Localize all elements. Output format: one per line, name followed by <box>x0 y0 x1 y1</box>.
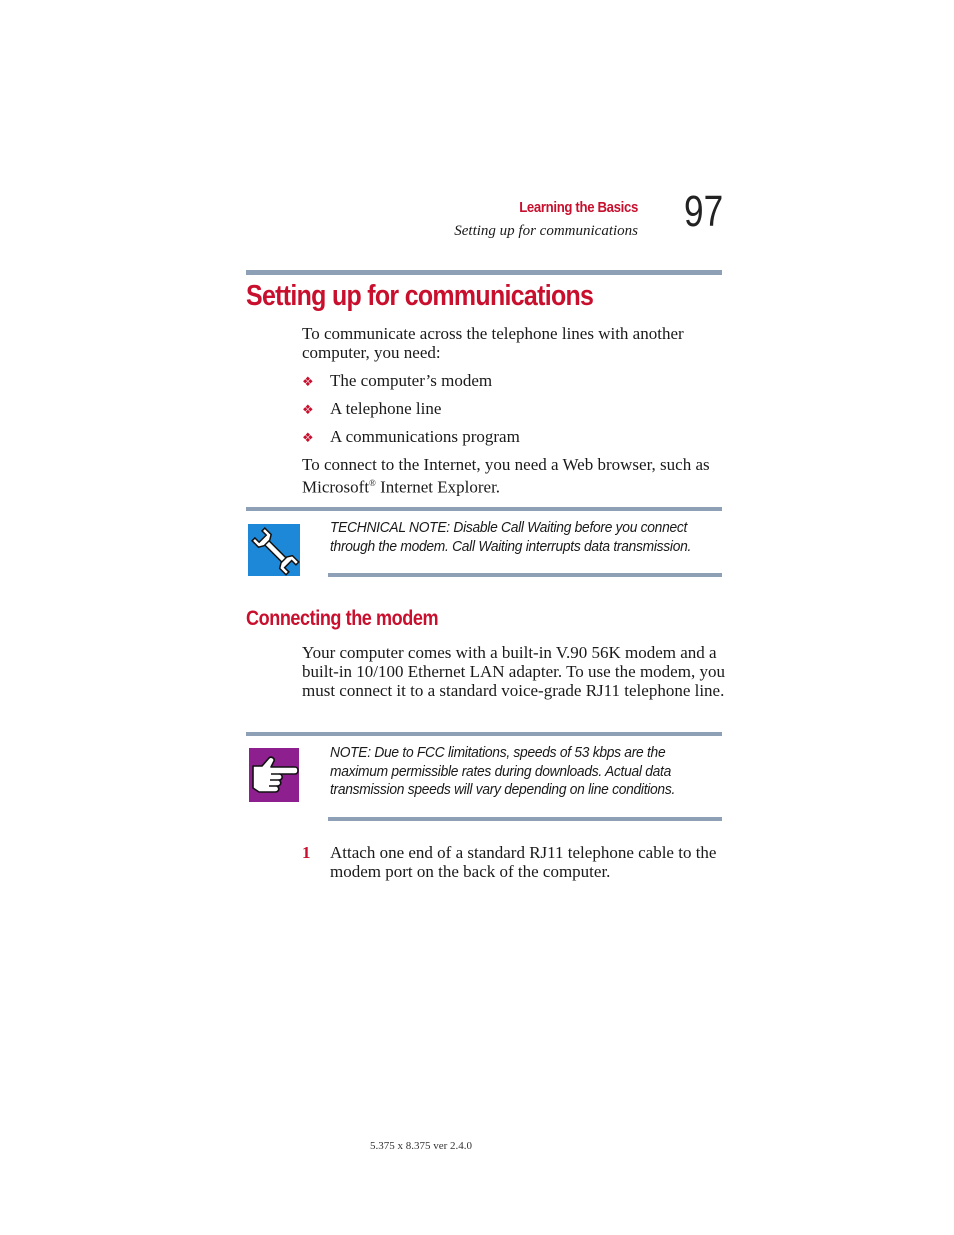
diamond-bullet-icon: ❖ <box>302 375 314 390</box>
note-top-rule <box>246 732 722 736</box>
list-item: ❖ A telephone line <box>302 399 442 418</box>
list-item: ❖ A communications program <box>302 427 520 446</box>
note-bottom-rule <box>328 573 722 577</box>
step-number: 1 <box>302 843 311 862</box>
wrench-icon <box>248 524 300 576</box>
internet-paragraph: To connect to the Internet, you need a Web browser, such as Microsoft® Internet Explorer. <box>302 455 710 497</box>
version-footer: 5.375 x 8.375 ver 2.4.0 <box>370 1140 473 1152</box>
page-number: 97 <box>684 187 724 236</box>
technical-note-text: TECHNICAL NOTE: Disable Call Waiting before you connect through the modem. Call Waiting interrupts data transmission. <box>330 519 692 555</box>
pointing-hand-icon <box>249 748 299 802</box>
step-text: Attach one end of a standard RJ11 telephone cable to the modem port on the back of the computer. <box>330 843 717 881</box>
running-header-section: Setting up for communications <box>454 223 638 239</box>
diamond-bullet-icon: ❖ <box>302 403 314 418</box>
section-heading: Connecting the modem <box>246 607 439 630</box>
diamond-bullet-icon: ❖ <box>302 431 314 446</box>
list-item: ❖ The computer’s modem <box>302 371 493 390</box>
note-top-rule <box>246 507 722 511</box>
fcc-note-text: NOTE: Due to FCC limitations, speeds of 53 kbps are the maximum permissible rates during downloads. Actual data transmission speeds will vary depending on line conditions. <box>330 744 676 798</box>
intro-paragraph: To communicate across the telephone lines with another computer, you need: <box>302 324 684 362</box>
note-bottom-rule <box>328 817 722 821</box>
page-title: Setting up for communications <box>246 280 594 312</box>
running-header-chapter: Learning the Basics <box>519 199 638 216</box>
title-rule <box>246 270 722 275</box>
modem-paragraph: Your computer comes with a built-in V.90 56K modem and a built-in 10/100 Ethernet LAN adapter. To use the modem, you must connect it to a standard voice-grade RJ11 telephone line. <box>302 643 725 700</box>
